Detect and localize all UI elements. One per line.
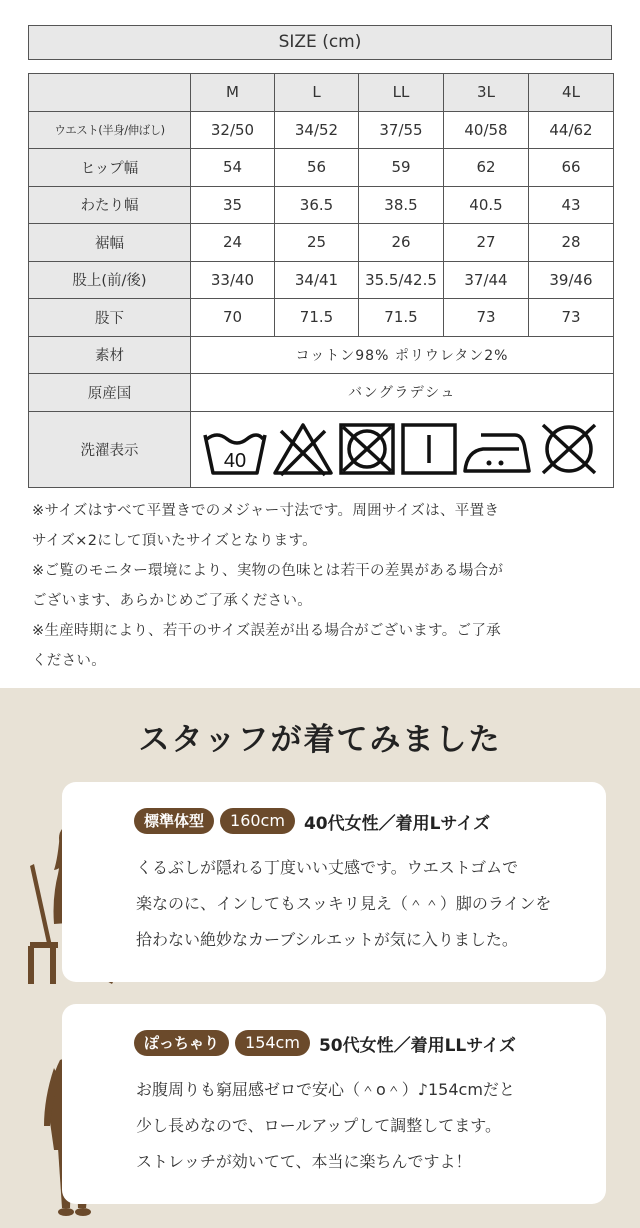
review-card <box>62 782 606 982</box>
table-cell: 62 <box>444 149 529 187</box>
table-cell: 39/46 <box>529 261 614 299</box>
body-type-badge: 標準体型 <box>134 808 214 834</box>
table-cell: 34/41 <box>275 261 359 299</box>
review-text <box>136 1072 606 1180</box>
size-notes <box>32 496 612 676</box>
review-header <box>134 808 490 834</box>
row-label-waist: ウエスト(半身/伸ばし) <box>29 111 191 149</box>
staff-section-title: スタッフが着てみました <box>138 722 502 758</box>
row-label-hem: 裾幅 <box>29 224 191 262</box>
row-label-inseam: 股下 <box>29 299 191 337</box>
review-header <box>134 1030 516 1056</box>
size-header-row <box>29 74 614 112</box>
size-table <box>28 73 614 488</box>
table-row <box>29 149 614 187</box>
row-label-care: 洗濯表示 <box>29 411 191 487</box>
table-cell: 40/58 <box>444 111 529 149</box>
staff-section <box>0 688 640 1228</box>
table-cell: 70 <box>191 299 275 337</box>
row-label-thigh: わたり幅 <box>29 186 191 224</box>
table-cell: 71.5 <box>359 299 444 337</box>
table-cell: 25 <box>275 224 359 262</box>
note-line: ※ご覧のモニター環境により、実物の色味とは若干の差異がある場合が <box>32 563 504 579</box>
table-row <box>29 186 614 224</box>
care-icons <box>191 421 613 477</box>
reviewer-info: 50代女性／着用LLサイズ <box>318 1035 516 1056</box>
table-row <box>29 261 614 299</box>
no-bleach-icon <box>271 421 335 477</box>
table-cell: 27 <box>444 224 529 262</box>
table-cell: 28 <box>529 224 614 262</box>
wash-40-icon <box>201 421 269 477</box>
table-cell: 37/44 <box>444 261 529 299</box>
note-line: ※サイズはすべて平置きでのメジャー寸法です。周囲サイズは、平置き <box>32 503 500 519</box>
table-row <box>29 224 614 262</box>
origin-row <box>29 374 614 412</box>
table-row <box>29 299 614 337</box>
table-cell: 36.5 <box>275 186 359 224</box>
review-text <box>136 850 606 958</box>
reviewer-info: 40代女性／着用Lサイズ <box>303 813 491 834</box>
material-value: コットン98% ポリウレタン2% <box>191 336 614 374</box>
review-line: くるぶしが隠れる丁度いい丈感です。ウエストゴムで <box>136 858 519 877</box>
table-row <box>29 111 614 149</box>
note-line: ございます、あらかじめご了承ください。 <box>32 593 313 609</box>
table-cell: 73 <box>529 299 614 337</box>
table-cell: 40.5 <box>444 186 529 224</box>
table-cell: 24 <box>191 224 275 262</box>
table-cell: 35 <box>191 186 275 224</box>
table-cell: 35.5/42.5 <box>359 261 444 299</box>
note-line: ください。 <box>32 653 106 669</box>
table-cell: 56 <box>275 149 359 187</box>
no-tumble-dry-icon <box>337 421 397 477</box>
table-cell: 38.5 <box>359 186 444 224</box>
note-line: サイズ×2にして頂いたサイズとなります。 <box>32 533 317 549</box>
table-cell: 66 <box>529 149 614 187</box>
table-cell: 26 <box>359 224 444 262</box>
table-cell: 73 <box>444 299 529 337</box>
row-label-origin: 原産国 <box>29 374 191 412</box>
header-cell-3l: 3L <box>444 74 529 112</box>
table-cell: 32/50 <box>191 111 275 149</box>
body-type-badge: ぽっちゃり <box>134 1030 229 1056</box>
material-row <box>29 336 614 374</box>
table-cell: 54 <box>191 149 275 187</box>
header-cell-4l: 4L <box>529 74 614 112</box>
row-label-rise: 股上(前/後) <box>29 261 191 299</box>
care-row <box>29 411 614 487</box>
origin-value: バングラデシュ <box>191 374 614 412</box>
iron-medium-icon <box>461 421 533 477</box>
height-badge: 154cm <box>235 1030 310 1056</box>
table-cell: 44/62 <box>529 111 614 149</box>
wash-temp-text: 40 <box>223 450 247 472</box>
review-line: 少し長めなので、ロールアップして調整してます。 <box>136 1116 501 1135</box>
table-cell: 43 <box>529 186 614 224</box>
care-icons-cell <box>191 411 614 487</box>
review-line: 楽なのに、インしてもスッキリ見え（＾＾）脚のラインを <box>136 894 552 913</box>
table-cell: 34/52 <box>275 111 359 149</box>
table-cell: 59 <box>359 149 444 187</box>
row-label-material: 素材 <box>29 336 191 374</box>
row-label-hip: ヒップ幅 <box>29 149 191 187</box>
review-line: ストレッチが効いてて、本当に楽ちんですよ！ <box>136 1152 472 1171</box>
header-cell-l: L <box>275 74 359 112</box>
header-cell-m: M <box>191 74 275 112</box>
review-line: お腹周りも窮屈感ゼロで安心（＾o＾）♪154cmだと <box>136 1080 515 1099</box>
review-card <box>62 1004 606 1204</box>
review-line: 拾わない絶妙なカーブシルエットが気に入りました。 <box>136 930 518 949</box>
line-dry-icon <box>399 421 459 477</box>
table-cell: 71.5 <box>275 299 359 337</box>
no-dry-clean-icon <box>535 421 603 477</box>
note-line: ※生産時期により、若干のサイズ誤差が出る場合がございます。ご了承 <box>32 623 501 639</box>
header-cell-empty <box>29 74 191 112</box>
table-cell: 33/40 <box>191 261 275 299</box>
size-table-title: SIZE (cm) <box>28 25 612 60</box>
height-badge: 160cm <box>220 808 295 834</box>
table-cell: 37/55 <box>359 111 444 149</box>
header-cell-ll: LL <box>359 74 444 112</box>
